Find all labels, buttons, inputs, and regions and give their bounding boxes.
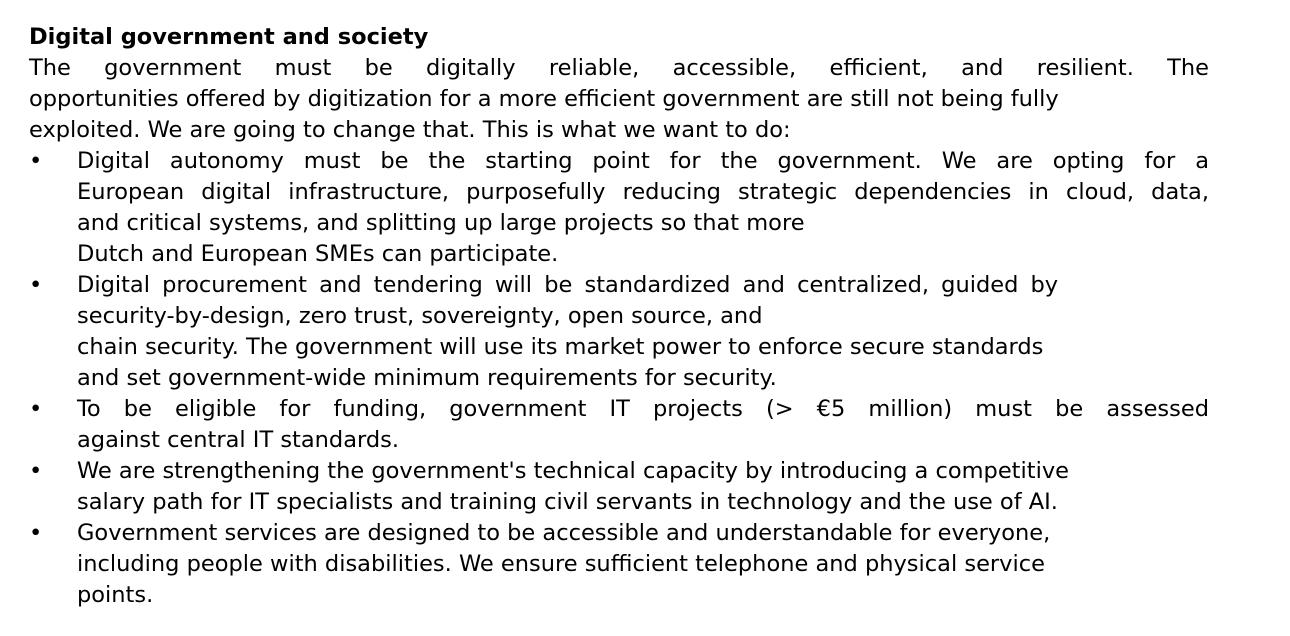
bullet-line: against central IT standards. bbox=[77, 427, 400, 453]
bullet-line: points. bbox=[77, 582, 154, 608]
bullet-line: To be eligible for funding, government IT projects (> €5 million) must be assessed bbox=[77, 396, 1209, 422]
section-heading: Digital government and society bbox=[29, 24, 429, 50]
bullet-line: including people with disabilities. We ensure sufficient telephone and physical service bbox=[77, 551, 1045, 577]
intro-paragraph bbox=[29, 53, 1209, 146]
bullet-icon: • bbox=[29, 148, 43, 174]
bullet-icon: • bbox=[29, 272, 43, 298]
bullet-line: Government services are designed to be accessible and understandable for everyone, bbox=[77, 520, 1051, 546]
bullet-item bbox=[29, 146, 1209, 270]
bullet-text bbox=[77, 456, 1209, 518]
bullet-text bbox=[77, 394, 1209, 456]
bullet-icon: • bbox=[29, 520, 43, 546]
intro-line: The government must be digitally reliable, accessible, efficient, and resilient. The bbox=[29, 55, 1209, 81]
bullet-icon: • bbox=[29, 458, 43, 484]
document-section bbox=[29, 22, 1209, 611]
bullet-line: salary path for IT specialists and training civil servants in technology and the use of AI. bbox=[77, 489, 1058, 515]
bullet-line: chain security. The government will use its market power to enforce secure standards bbox=[77, 334, 1044, 360]
bullet-line: and set government-wide minimum requirements for security. bbox=[77, 365, 777, 391]
bullet-item bbox=[29, 270, 1209, 394]
bullet-line: and critical systems, and splitting up large projects so that more bbox=[77, 210, 805, 236]
bullet-item bbox=[29, 518, 1209, 611]
bullet-line: We are strengthening the government's technical capacity by introducing a competitive bbox=[77, 458, 1069, 484]
bullet-line: Digital procurement and tendering will be standardized and centralized, guided by bbox=[77, 272, 1059, 298]
bullet-line: Dutch and European SMEs can participate. bbox=[77, 241, 559, 267]
intro-line: exploited. We are going to change that. This is what we want to do: bbox=[29, 117, 791, 143]
bullet-line: security-by-design, zero trust, sovereignty, open source, and bbox=[77, 303, 763, 329]
bullet-text bbox=[77, 270, 1209, 394]
bullet-line: European digital infrastructure, purposefully reducing strategic dependencies in cloud, data, bbox=[77, 179, 1209, 205]
bullet-text bbox=[77, 518, 1209, 611]
bullet-icon: • bbox=[29, 396, 43, 422]
bullet-text bbox=[77, 146, 1209, 270]
bullet-item bbox=[29, 394, 1209, 456]
intro-line: opportunities offered by digitization for a more efficient government are still not being fully bbox=[29, 86, 1059, 112]
bullet-line: Digital autonomy must be the starting point for the government. We are opting for a bbox=[77, 148, 1209, 174]
bullet-item bbox=[29, 456, 1209, 518]
